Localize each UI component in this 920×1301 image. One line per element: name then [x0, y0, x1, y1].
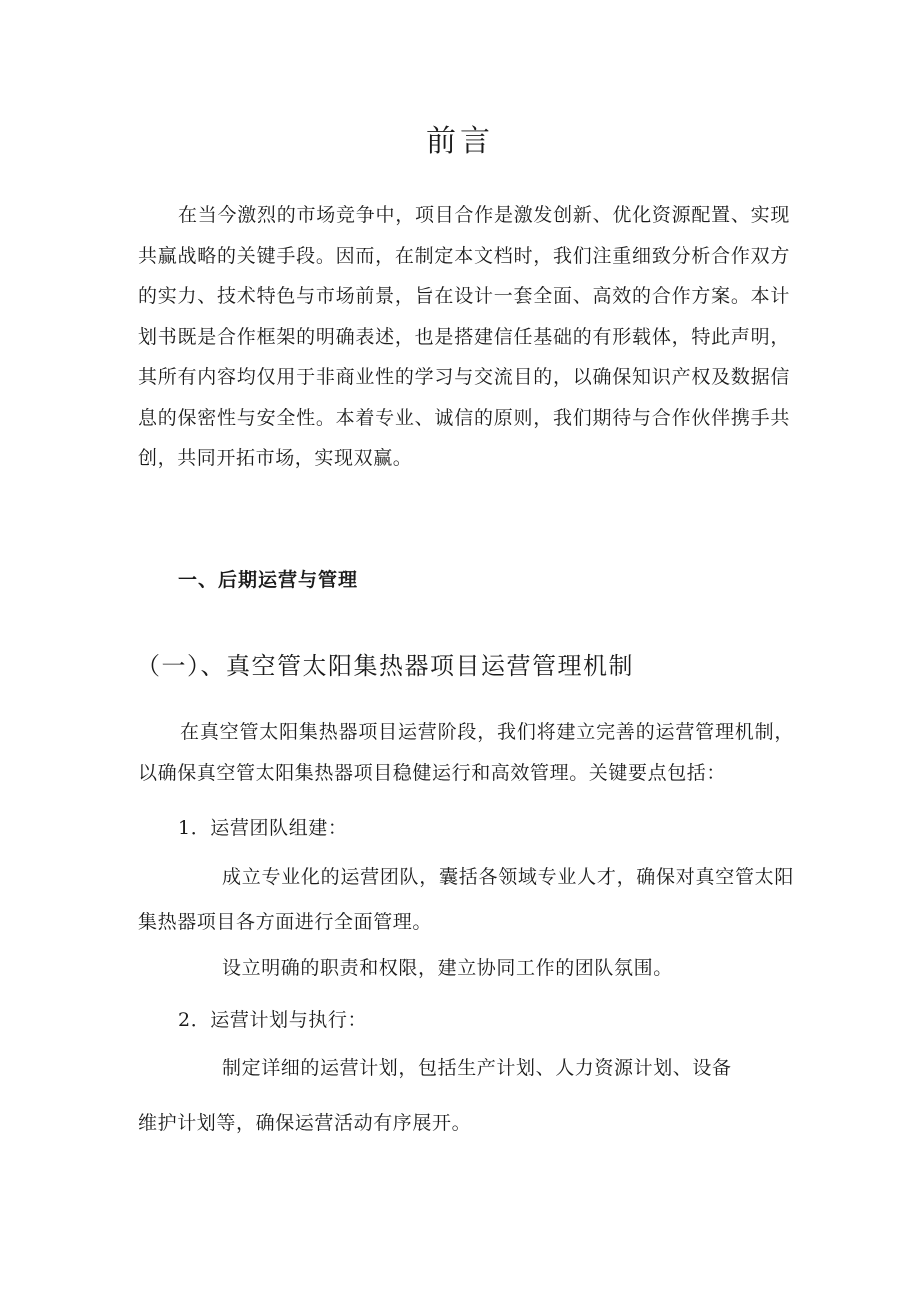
subsection-heading: （一）、真空管太阳集热器项目运营管理机制	[136, 652, 634, 680]
section-heading: 一、后期运营与管理	[178, 569, 359, 591]
list-item-title-1: 1．运营团队组建：	[178, 817, 348, 839]
list-item-text-1a: 成立专业化的运营团队，囊括各领域专业人才，确保对真空管太阳集热器项目各方面进行全面管理。	[138, 866, 794, 933]
list-item-text-2b: 维护计划等，确保运营活动有序展开。	[138, 1112, 472, 1134]
list-item-title-2: 2．运营计划与执行：	[178, 1009, 368, 1031]
list-item-text-2a: 制定详细的运营计划，包括生产计划、人力资源计划、设备	[222, 1057, 732, 1079]
intro-paragraph: 在当今激烈的市场竞争中，项目合作是激发创新、优化资源配置、实现共赢战略的关键手段。因而，在制定本文档时，我们注重细致分析合作双方的实力、技术特色与市场前景，旨在设计一套全面、高效的合作方案。本计划书既是合作框架的明确表述，也是搭建信任基础的有形载体，特此声明，其所有内容均仅用于非商业性的学习与交流目的，以确保知识产权及数据信息的保密性与安全性。本着专业、诚信的原则，我们期待与合作伙伴携手共创，共同开拓市场，实现双赢。	[138, 204, 790, 469]
page-title: 前言	[426, 124, 494, 159]
list-item-text-1b: 设立明确的职责和权限，建立协同工作的团队氛围。	[222, 957, 673, 979]
subsection-intro-paragraph: 在真空管太阳集热器项目运营阶段，我们将建立完善的运营管理机制，以确保真空管太阳集热器项目稳健运行和高效管理。关键要点包括：	[138, 721, 794, 784]
